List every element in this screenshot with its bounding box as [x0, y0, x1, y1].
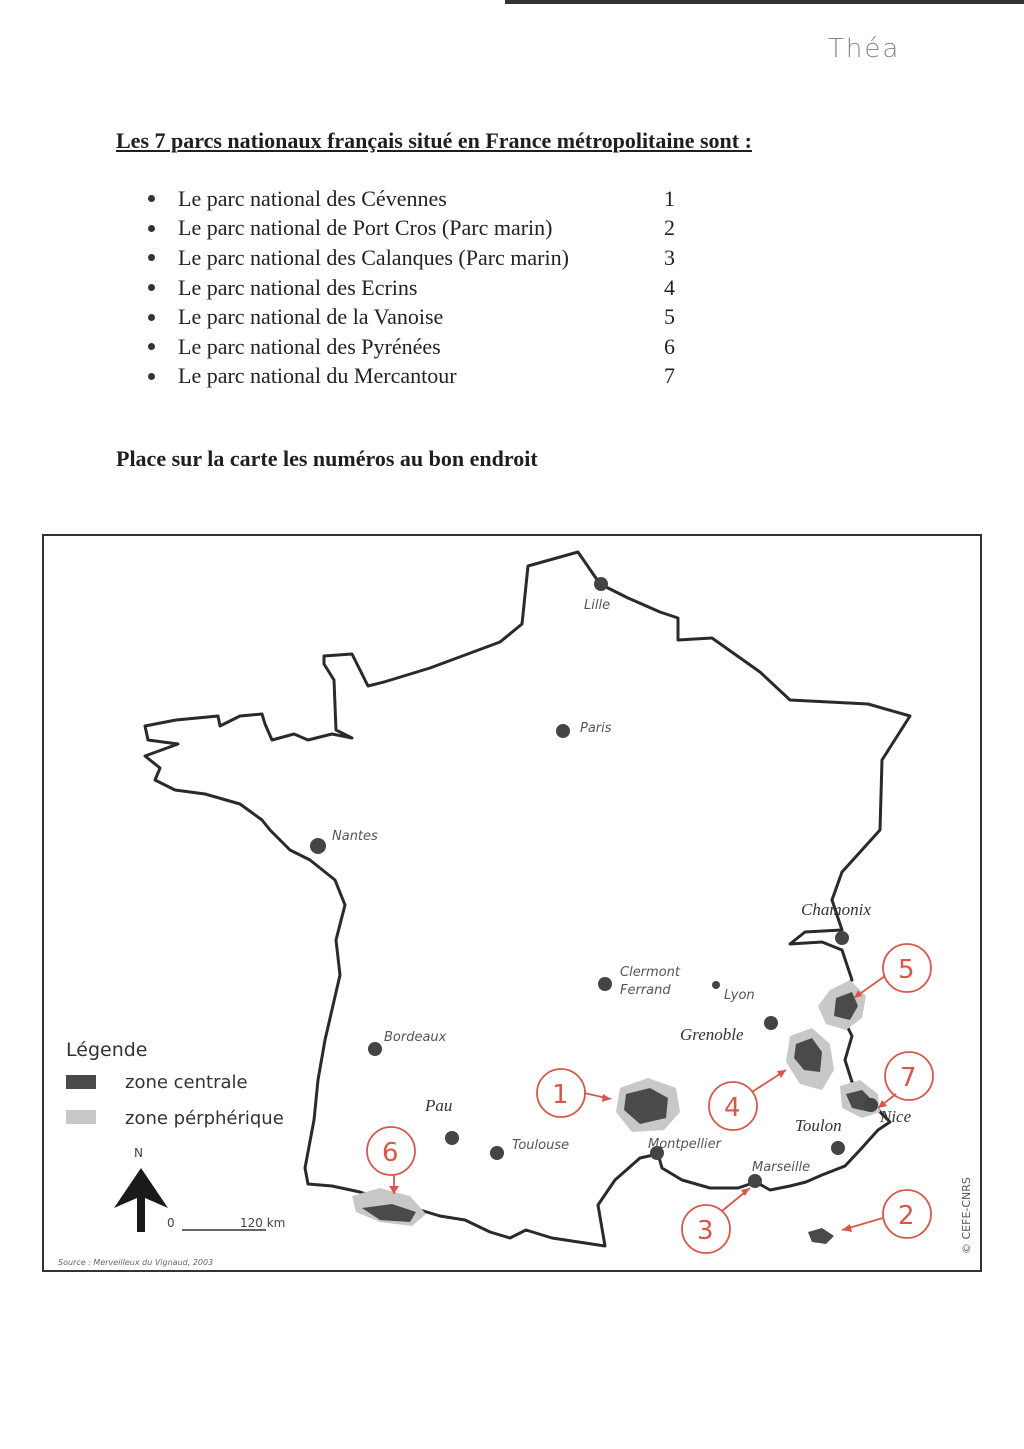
city-dot — [831, 1141, 845, 1155]
park-number: 4 — [664, 274, 675, 300]
legend — [66, 1039, 284, 1129]
city-dot — [594, 577, 608, 591]
scale-bar — [167, 1216, 285, 1230]
park-number: 1 — [664, 185, 675, 211]
city-dot — [490, 1146, 504, 1160]
annotation-digit-1: 1 — [552, 1080, 569, 1110]
park-number: 3 — [664, 244, 675, 270]
city-dot — [748, 1174, 762, 1188]
park-name: Le parc national des Pyrénées — [178, 333, 441, 359]
park-number: 2 — [664, 215, 675, 241]
park-name: Le parc national de Port Cros (Parc marin) — [178, 215, 553, 241]
north-label: N — [134, 1146, 143, 1160]
map-source: Source : Merveilleux du Vignaud, 2003 — [58, 1258, 214, 1267]
city-label-lyon: Lyon — [724, 988, 755, 1003]
annotation-digit-3: 3 — [697, 1216, 714, 1246]
instruction-text: Place sur la carte les numéros au bon endroit — [116, 446, 538, 471]
park-name: Le parc national des Cévennes — [178, 185, 447, 211]
scale-label: 120 km — [240, 1216, 286, 1230]
port-cros-central-zone — [808, 1228, 834, 1244]
park-number: 5 — [664, 304, 675, 330]
park-name: Le parc national du Mercantour — [178, 363, 457, 389]
city-label-pau: Pau — [425, 1096, 453, 1115]
city-label-nantes: Nantes — [332, 829, 378, 844]
legend-peripheral-label: zone pérphérique — [125, 1108, 284, 1129]
city-dot — [445, 1131, 459, 1145]
north-arrow — [114, 1146, 168, 1232]
city-label-toulouse: Toulouse — [512, 1138, 570, 1153]
legend-central-swatch — [66, 1075, 96, 1089]
cities — [310, 577, 912, 1188]
city-label-marseille: Marseille — [752, 1160, 811, 1175]
legend-central-label: zone centrale — [125, 1072, 248, 1093]
park-number: 6 — [664, 333, 675, 359]
city-label-lille: Lille — [584, 598, 611, 613]
city-label-ferrand: Ferrand — [620, 983, 671, 998]
city-label-nice: Nice — [880, 1107, 912, 1126]
city-dot — [712, 981, 720, 989]
city-label-paris: Paris — [580, 721, 612, 736]
map-credit: © CEFE-CNRS — [960, 1177, 973, 1254]
legend-peripheral-swatch — [66, 1110, 96, 1124]
city-dot — [310, 838, 326, 854]
city-label-chamonix: Chamonix — [801, 900, 871, 919]
city-label-clermont: Clermont — [620, 965, 680, 980]
city-dot — [598, 977, 612, 991]
student-name: Théa — [828, 34, 901, 64]
city-dot — [368, 1042, 382, 1056]
arrowhead-icon — [842, 1224, 852, 1232]
north-arrow-icon — [114, 1168, 168, 1232]
city-label-toulon: Toulon — [795, 1116, 842, 1135]
page-title: Les 7 parcs nationaux français situé en France métropolitaine sont : — [116, 128, 752, 153]
city-label-grenoble: Grenoble — [680, 1025, 744, 1044]
annotation-digit-2: 2 — [898, 1201, 915, 1231]
scale-zero: 0 — [167, 1216, 175, 1230]
city-label-bordeaux: Bordeaux — [384, 1030, 447, 1045]
annotation-digit-5: 5 — [898, 955, 915, 985]
annotation-digit-6: 6 — [382, 1138, 399, 1168]
city-dot — [864, 1098, 878, 1112]
park-name: Le parc national des Ecrins — [178, 274, 418, 300]
city-dot — [556, 724, 570, 738]
park-number: 7 — [664, 363, 675, 389]
city-label-montpellier: Montpellier — [648, 1137, 721, 1152]
park-name: Le parc national des Calanques (Parc marin) — [178, 244, 569, 270]
annotation-digit-7: 7 — [900, 1063, 917, 1093]
city-dot — [764, 1016, 778, 1030]
city-dot — [835, 931, 849, 945]
park-name: Le parc national de la Vanoise — [178, 304, 444, 330]
annotation-digit-4: 4 — [724, 1093, 741, 1123]
legend-title: Légende — [66, 1039, 148, 1061]
